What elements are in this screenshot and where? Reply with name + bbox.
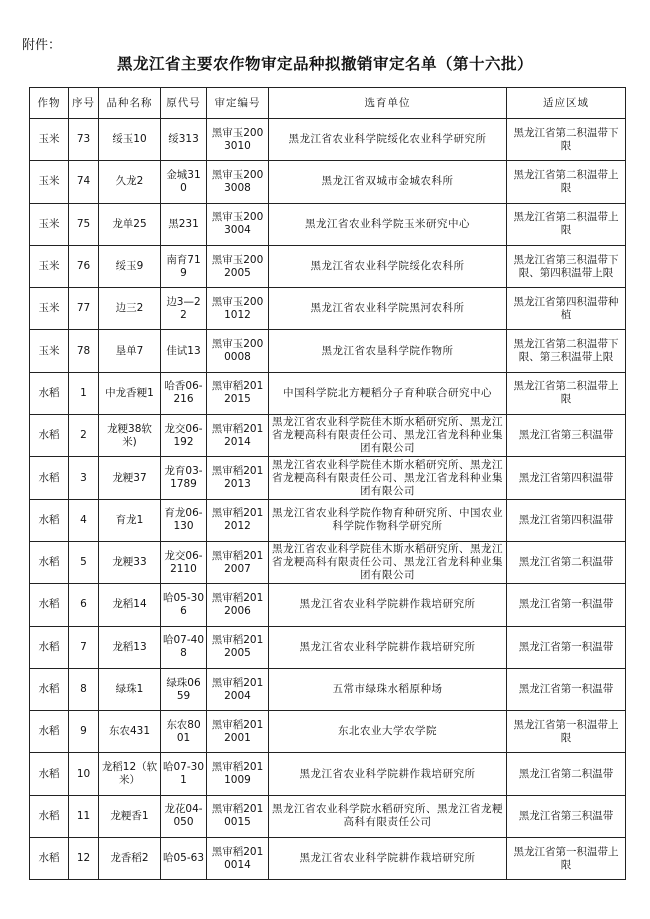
cell-certification-number: 黑审稻2011009 xyxy=(207,753,269,795)
cell-certification-number: 黑审玉2000008 xyxy=(207,330,269,372)
cell-certification-number: 黑审玉2003008 xyxy=(207,161,269,203)
cell-certification-number: 黑审稻2012005 xyxy=(207,626,269,668)
cell-region: 黑龙江省第一积温带 xyxy=(507,668,626,710)
cell-region: 黑龙江省第二积温带上限 xyxy=(507,161,626,203)
cell-variety-name: 绥玉9 xyxy=(99,245,161,287)
cell-variety-name: 垦单7 xyxy=(99,330,161,372)
table-row xyxy=(30,838,626,880)
cell-number: 11 xyxy=(69,795,99,837)
header-number: 序号 xyxy=(69,88,99,119)
cell-variety-name: 绿珠1 xyxy=(99,668,161,710)
cell-breeder: 黑龙江省双城市金城农科所 xyxy=(269,161,507,203)
cell-crop: 水稻 xyxy=(30,584,69,626)
cell-crop: 水稻 xyxy=(30,711,69,753)
cell-crop: 玉米 xyxy=(30,288,69,330)
table-row xyxy=(30,795,626,837)
cell-breeder: 黑龙江省农业科学院耕作栽培研究所 xyxy=(269,626,507,668)
header-region: 适应区域 xyxy=(507,88,626,119)
cell-breeder: 黑龙江省农业科学院耕作栽培研究所 xyxy=(269,584,507,626)
cell-crop: 水稻 xyxy=(30,372,69,414)
cell-original-code: 龙交06-192 xyxy=(161,415,207,457)
cell-original-code: 哈05-63 xyxy=(161,838,207,880)
header-variety-name: 品种名称 xyxy=(99,88,161,119)
cell-number: 4 xyxy=(69,499,99,541)
cell-crop: 水稻 xyxy=(30,795,69,837)
cell-variety-name: 龙粳香1 xyxy=(99,795,161,837)
cell-region: 黑龙江省第二积温带上限 xyxy=(507,203,626,245)
cell-variety-name: 东农431 xyxy=(99,711,161,753)
table-row xyxy=(30,753,626,795)
cell-breeder: 黑龙江省农垦科学院作物所 xyxy=(269,330,507,372)
table-row xyxy=(30,584,626,626)
cell-original-code: 哈07-408 xyxy=(161,626,207,668)
cell-variety-name: 龙粳37 xyxy=(99,457,161,499)
cell-crop: 玉米 xyxy=(30,161,69,203)
cell-breeder: 黑龙江省农业科学院耕作栽培研究所 xyxy=(269,753,507,795)
cell-original-code: 龙育03-1789 xyxy=(161,457,207,499)
cell-number: 6 xyxy=(69,584,99,626)
cell-variety-name: 龙香稻2 xyxy=(99,838,161,880)
cell-number: 2 xyxy=(69,415,99,457)
cell-certification-number: 黑审稻2012004 xyxy=(207,668,269,710)
header-crop: 作物 xyxy=(30,88,69,119)
cell-region: 黑龙江省第三积温带 xyxy=(507,415,626,457)
cell-breeder: 黑龙江省农业科学院佳木斯水稻研究所、黑龙江省龙粳高科有限责任公司、黑龙江省龙科种业集团有限公司 xyxy=(269,457,507,499)
cell-original-code: 绥313 xyxy=(161,119,207,161)
attachment-label: 附件： xyxy=(22,38,62,53)
cell-number: 8 xyxy=(69,668,99,710)
cell-original-code: 龙花04-050 xyxy=(161,795,207,837)
cell-certification-number: 黑审稻2012007 xyxy=(207,541,269,583)
cell-breeder: 五常市绿珠水稻原种场 xyxy=(269,668,507,710)
table-row xyxy=(30,330,626,372)
cell-crop: 玉米 xyxy=(30,330,69,372)
cell-variety-name: 中龙香粳1 xyxy=(99,372,161,414)
cell-breeder: 中国科学院北方粳稻分子育种联合研究中心 xyxy=(269,372,507,414)
header-original-code: 原代号 xyxy=(161,88,207,119)
table-row xyxy=(30,119,626,161)
cell-breeder: 黑龙江省农业科学院佳木斯水稻研究所、黑龙江省龙粳高科有限责任公司、黑龙江省龙科种业集团有限公司 xyxy=(269,541,507,583)
cell-number: 9 xyxy=(69,711,99,753)
cell-crop: 玉米 xyxy=(30,203,69,245)
cell-variety-name: 龙稻14 xyxy=(99,584,161,626)
cell-certification-number: 黑审稻2012012 xyxy=(207,499,269,541)
cell-variety-name: 边三2 xyxy=(99,288,161,330)
cell-original-code: 哈05-306 xyxy=(161,584,207,626)
cell-region: 黑龙江省第一积温带 xyxy=(507,626,626,668)
cell-breeder: 东北农业大学农学院 xyxy=(269,711,507,753)
cell-breeder: 黑龙江省农业科学院黑河农科所 xyxy=(269,288,507,330)
cell-crop: 水稻 xyxy=(30,668,69,710)
cell-original-code: 佳试13 xyxy=(161,330,207,372)
cell-region: 黑龙江省第二积温带下限 xyxy=(507,119,626,161)
cell-certification-number: 黑审稻2012006 xyxy=(207,584,269,626)
cell-breeder: 黑龙江省农业科学院水稻研究所、黑龙江省龙粳高科有限责任公司 xyxy=(269,795,507,837)
cell-variety-name: 久龙2 xyxy=(99,161,161,203)
cell-original-code: 边3—22 xyxy=(161,288,207,330)
cell-original-code: 金城310 xyxy=(161,161,207,203)
cell-variety-name: 龙粳38软米) xyxy=(99,415,161,457)
cell-crop: 水稻 xyxy=(30,541,69,583)
cell-original-code: 黑231 xyxy=(161,203,207,245)
cell-breeder: 黑龙江省农业科学院玉米研究中心 xyxy=(269,203,507,245)
cell-number: 1 xyxy=(69,372,99,414)
cell-variety-name: 龙稻13 xyxy=(99,626,161,668)
table-row xyxy=(30,499,626,541)
cell-number: 78 xyxy=(69,330,99,372)
cell-number: 73 xyxy=(69,119,99,161)
cell-breeder: 黑龙江省农业科学院耕作栽培研究所 xyxy=(269,838,507,880)
variety-table xyxy=(29,87,626,880)
cell-region: 黑龙江省第二积温带 xyxy=(507,753,626,795)
table-row xyxy=(30,288,626,330)
header-certification-number: 审定编号 xyxy=(207,88,269,119)
table-row xyxy=(30,626,626,668)
cell-breeder: 黑龙江省农业科学院作物育种研究所、中国农业科学院作物科学研究所 xyxy=(269,499,507,541)
cell-certification-number: 黑审玉2002005 xyxy=(207,245,269,287)
cell-variety-name: 绥玉10 xyxy=(99,119,161,161)
cell-number: 12 xyxy=(69,838,99,880)
cell-number: 77 xyxy=(69,288,99,330)
table-row xyxy=(30,161,626,203)
cell-region: 黑龙江省第二积温带下限、第三积温带上限 xyxy=(507,330,626,372)
cell-number: 3 xyxy=(69,457,99,499)
header-breeder: 选育单位 xyxy=(269,88,507,119)
cell-number: 75 xyxy=(69,203,99,245)
cell-crop: 水稻 xyxy=(30,499,69,541)
table-row xyxy=(30,372,626,414)
cell-crop: 玉米 xyxy=(30,245,69,287)
cell-certification-number: 黑审稻2012013 xyxy=(207,457,269,499)
cell-original-code: 龙交06-2110 xyxy=(161,541,207,583)
cell-crop: 水稻 xyxy=(30,457,69,499)
cell-number: 5 xyxy=(69,541,99,583)
cell-original-code: 东农8001 xyxy=(161,711,207,753)
table-row xyxy=(30,457,626,499)
cell-region: 黑龙江省第二积温带上限 xyxy=(507,372,626,414)
cell-region: 黑龙江省第四积温带种植 xyxy=(507,288,626,330)
cell-certification-number: 黑审稻2012001 xyxy=(207,711,269,753)
cell-certification-number: 黑审稻2010015 xyxy=(207,795,269,837)
cell-region: 黑龙江省第一积温带上限 xyxy=(507,711,626,753)
cell-variety-name: 龙单25 xyxy=(99,203,161,245)
cell-region: 黑龙江省第四积温带 xyxy=(507,499,626,541)
cell-region: 黑龙江省第一积温带上限 xyxy=(507,838,626,880)
document-title: 黑龙江省主要农作物审定品种拟撤销审定名单（第十六批） xyxy=(116,54,533,73)
table-row xyxy=(30,711,626,753)
cell-certification-number: 黑审稻2010014 xyxy=(207,838,269,880)
cell-region: 黑龙江省第一积温带 xyxy=(507,584,626,626)
cell-crop: 水稻 xyxy=(30,415,69,457)
cell-original-code: 南育719 xyxy=(161,245,207,287)
table-row xyxy=(30,668,626,710)
cell-original-code: 育龙06-130 xyxy=(161,499,207,541)
cell-breeder: 黑龙江省农业科学院绥化农业科学研究所 xyxy=(269,119,507,161)
cell-region: 黑龙江省第三积温带下限、第四积温带上限 xyxy=(507,245,626,287)
cell-number: 76 xyxy=(69,245,99,287)
table-row xyxy=(30,203,626,245)
cell-certification-number: 黑审玉2003004 xyxy=(207,203,269,245)
cell-certification-number: 黑审玉2003010 xyxy=(207,119,269,161)
cell-number: 10 xyxy=(69,753,99,795)
cell-number: 7 xyxy=(69,626,99,668)
cell-variety-name: 育龙1 xyxy=(99,499,161,541)
cell-original-code: 哈香06-216 xyxy=(161,372,207,414)
cell-region: 黑龙江省第二积温带 xyxy=(507,541,626,583)
cell-breeder: 黑龙江省农业科学院佳木斯水稻研究所、黑龙江省龙粳高科有限责任公司、黑龙江省龙科种业集团有限公司 xyxy=(269,415,507,457)
cell-original-code: 绿珠0659 xyxy=(161,668,207,710)
cell-crop: 玉米 xyxy=(30,119,69,161)
cell-region: 黑龙江省第四积温带 xyxy=(507,457,626,499)
table-header-row xyxy=(30,88,626,119)
cell-original-code: 哈07-301 xyxy=(161,753,207,795)
cell-variety-name: 龙稻12（软米） xyxy=(99,753,161,795)
cell-region: 黑龙江省第三积温带 xyxy=(507,795,626,837)
cell-number: 74 xyxy=(69,161,99,203)
cell-breeder: 黑龙江省农业科学院绥化农科所 xyxy=(269,245,507,287)
cell-crop: 水稻 xyxy=(30,626,69,668)
table-row xyxy=(30,415,626,457)
table-row xyxy=(30,245,626,287)
cell-crop: 水稻 xyxy=(30,753,69,795)
cell-variety-name: 龙粳33 xyxy=(99,541,161,583)
table-row xyxy=(30,541,626,583)
cell-certification-number: 黑审稻2012014 xyxy=(207,415,269,457)
cell-crop: 水稻 xyxy=(30,838,69,880)
cell-certification-number: 黑审稻2012015 xyxy=(207,372,269,414)
cell-certification-number: 黑审玉2001012 xyxy=(207,288,269,330)
